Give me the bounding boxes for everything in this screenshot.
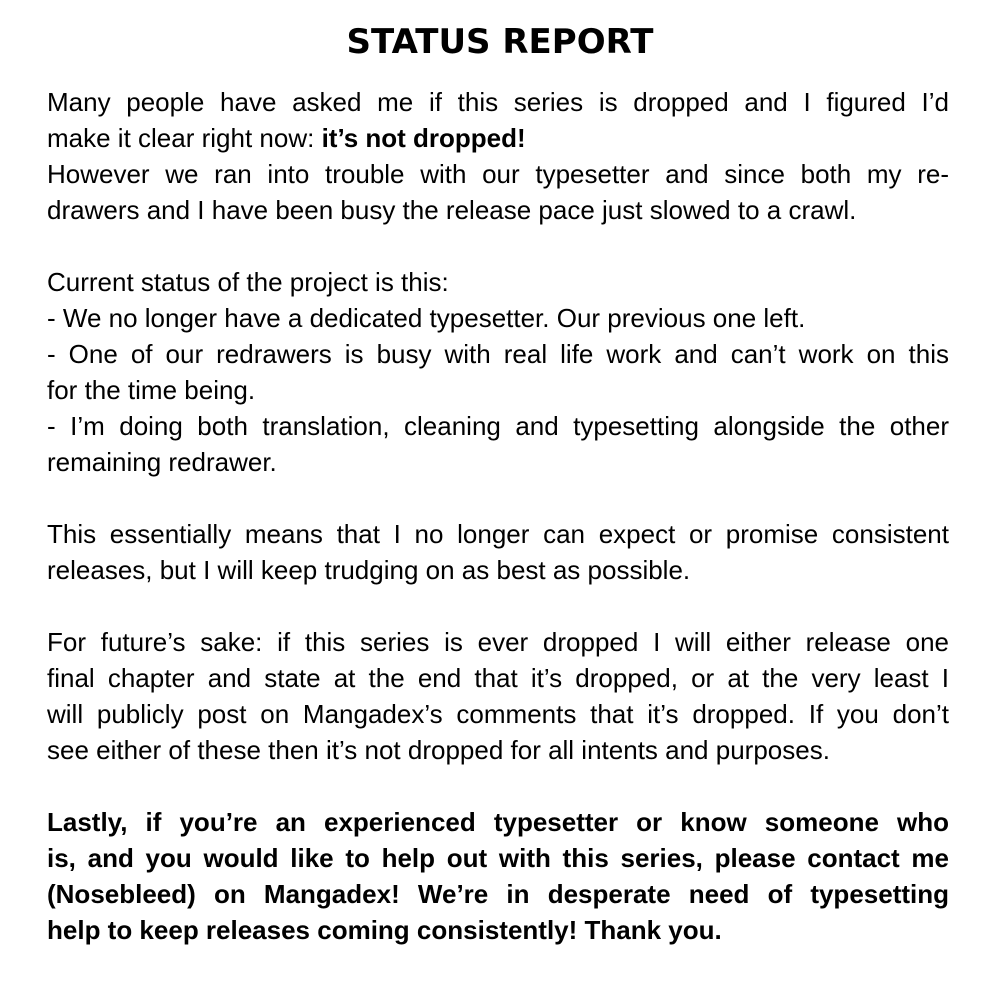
paragraph-current-status (47, 264, 949, 480)
list-item: - I’m doing both translation, cleaning and typesetting alongside the other (47, 411, 949, 441)
text-line: Lastly, if you’re an experienced typesetter or know someone who (47, 807, 949, 837)
paragraph-consequence (47, 516, 949, 588)
text-line: help to keep releases coming consistently! Thank you. (47, 915, 722, 945)
paragraph-intro (47, 84, 949, 228)
text-line: releases, but I will keep trudging on as best as possible. (47, 555, 691, 585)
text-line: will publicly post on Mangadex’s comments that it’s dropped. If you don’t (47, 699, 949, 729)
text-line: drawers and I have been busy the release pace just slowed to a crawl. (47, 195, 857, 225)
text-line: For future’s sake: if this series is ever dropped I will either release one (47, 627, 949, 657)
list-item-continuation: remaining redrawer. (47, 447, 277, 477)
list-item: - We no longer have a dedicated typesetter. Our previous one left. (47, 303, 806, 333)
list-item: - One of our redrawers is busy with real life work and can’t work on this (47, 339, 949, 369)
text-line: final chapter and state at the end that it’s dropped, or at the very least I (47, 663, 949, 693)
text-line: is, and you would like to help out with this series, please contact me (47, 843, 949, 873)
text-line: This essentially means that I no longer can expect or promise consistent (47, 519, 949, 549)
page-title: STATUS REPORT (346, 22, 654, 62)
list-item-continuation: for the time being. (47, 375, 256, 405)
emphasis-not-dropped: it’s not dropped! (321, 123, 526, 153)
paragraph-future (47, 624, 949, 768)
text-line: Many people have asked me if this series is dropped and I figured I’d (47, 87, 949, 117)
text-line: (Nosebleed) on Mangadex! We’re in desperate need of typesetting (47, 879, 949, 909)
text-line: However we ran into trouble with our typesetter and since both my re- (47, 159, 949, 189)
paragraph-call-to-action (47, 804, 949, 948)
text-fragment: make it clear right now: (47, 123, 322, 153)
text-line: see either of these then it’s not dropped for all intents and purposes. (47, 735, 830, 765)
status-report-body (47, 84, 949, 984)
text-line (47, 120, 949, 156)
text-line: Current status of the project is this: (47, 267, 449, 297)
